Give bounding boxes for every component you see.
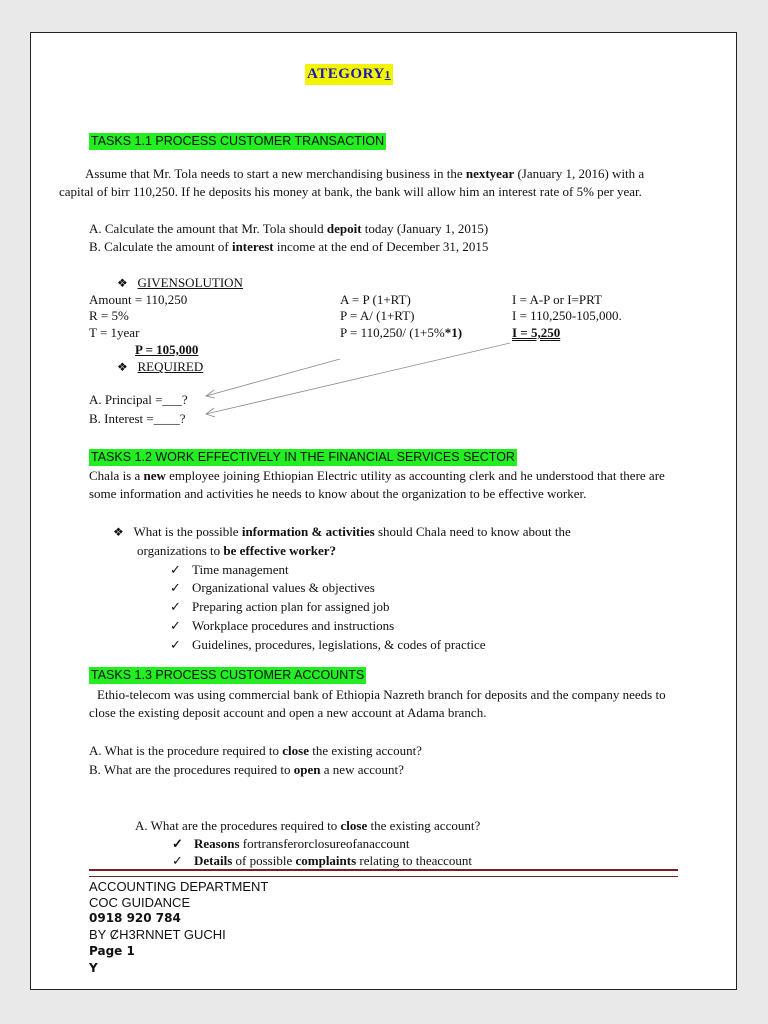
task-1-2-question: ❖ What is the possible information & activities should Chala need to know about the <box>113 524 571 539</box>
interest-calculation: I = 110,250-105,000. <box>512 308 622 323</box>
list-item: ✓ Time management <box>170 562 289 577</box>
required-principal: A. Principal =___? <box>89 392 188 407</box>
task-1-3-heading: TASKS 1.3 PROCESS CUSTOMER ACCOUNTS <box>91 668 365 682</box>
task-1-2-question-cont: organizations to be effective worker? <box>137 543 337 558</box>
checkmark-icon: ✓ <box>170 580 181 595</box>
footer-department: ACCOUNTING DEPARTMENT <box>89 879 269 894</box>
task-1-1-question-b: B. Calculate the amount of interest income at the end of December 31, 2015 <box>89 239 489 254</box>
given-rate: R = 5% <box>89 308 129 323</box>
required-label: ❖ REQUIRED <box>117 359 204 374</box>
required-interest: B. Interest =____? <box>89 411 186 426</box>
list-item: ✓ Guidelines, procedures, legislations, & codes of practice <box>170 637 486 652</box>
task-1-1-question-a: A. Calculate the amount that Mr. Tola should depoit today (January 1, 2015) <box>89 221 489 236</box>
formula-a: A = P (1+RT) <box>340 292 411 307</box>
task-1-3-question-b: B. What are the procedures required to open a new account? <box>89 762 404 777</box>
interest-result: I = 5,250 <box>512 325 561 340</box>
formula-p: P = A/ (1+RT) <box>340 308 415 323</box>
checkmark-icon: ✓ <box>170 637 181 652</box>
checkmark-icon: ✓ <box>170 599 181 614</box>
task-1-2-heading: TASKS 1.2 WORK EFFECTIVELY IN THE FINANCIAL SERVICES SECTOR <box>91 450 515 464</box>
given-time: T = 1year <box>89 325 140 340</box>
task-1-1-heading: TASKS 1.1 PROCESS CUSTOMER TRANSACTION <box>91 134 385 148</box>
footer-guidance: COC GUIDANCE <box>89 895 191 910</box>
diamond-bullet-icon: ❖ <box>113 525 124 539</box>
task-1-3-paragraph: Ethio-telecom was using commercial bank of Ethiopia Nazreth branch for deposits and the company needs to close the existing deposit account and open a new account at Adama branch. <box>89 687 666 720</box>
given-solution-label: ❖ GIVENSOLUTION <box>117 275 243 290</box>
task-1-2-paragraph: Chala is a new employee joining Ethiopian Electric utility as accounting clerk and he understood that there are some information and activities he needs to know about the organization to be effective worker. <box>89 468 665 501</box>
task-1-1-paragraph: Assume that Mr. Tola needs to start a new merchandising business in the nextyear (January 1, 2016) with a capital of birr 110,250. If he deposits his money at bank, the bank will allow him an interest rate of 5% per year. <box>59 166 645 199</box>
list-item: ✓ Reasons fortransferorclosureofanaccount <box>172 836 410 851</box>
checkmark-icon: ✓ <box>172 853 183 868</box>
footer-y: Y <box>89 961 98 975</box>
title-subscript: 1 <box>384 69 391 81</box>
footer-divider <box>89 869 678 877</box>
list-item: ✓ Organizational values & objectives <box>170 580 375 595</box>
list-item: ✓ Workplace procedures and instructions <box>170 618 395 633</box>
footer-author: BY ȻH3RNNET GUCHI <box>89 927 226 942</box>
footer-page-number: Page 1 <box>89 944 135 958</box>
diamond-bullet-icon: ❖ <box>117 360 128 374</box>
list-item: ✓ Details of possible complaints relating to theaccount <box>172 853 473 868</box>
principal-result: P = 105,000 <box>135 342 199 357</box>
formula-p-values: P = 110,250/ (1+5%*1) <box>340 325 463 340</box>
given-amount: Amount = 110,250 <box>89 292 188 307</box>
task-1-3-subquestion: A. What are the procedures required to close the existing account? <box>135 818 481 833</box>
checkmark-icon: ✓ <box>170 562 181 577</box>
diamond-bullet-icon: ❖ <box>117 276 128 290</box>
footer-phone: 0918 920 784 <box>89 911 181 925</box>
task-1-3-question-a: A. What is the procedure required to close the existing account? <box>89 743 422 758</box>
checkmark-icon: ✓ <box>170 618 181 633</box>
formula-interest: I = A-P or I=PRT <box>512 292 602 307</box>
title-text: ATEGORY <box>307 66 385 82</box>
checkmark-icon: ✓ <box>172 836 183 851</box>
list-item: ✓ Preparing action plan for assigned job <box>170 599 390 614</box>
